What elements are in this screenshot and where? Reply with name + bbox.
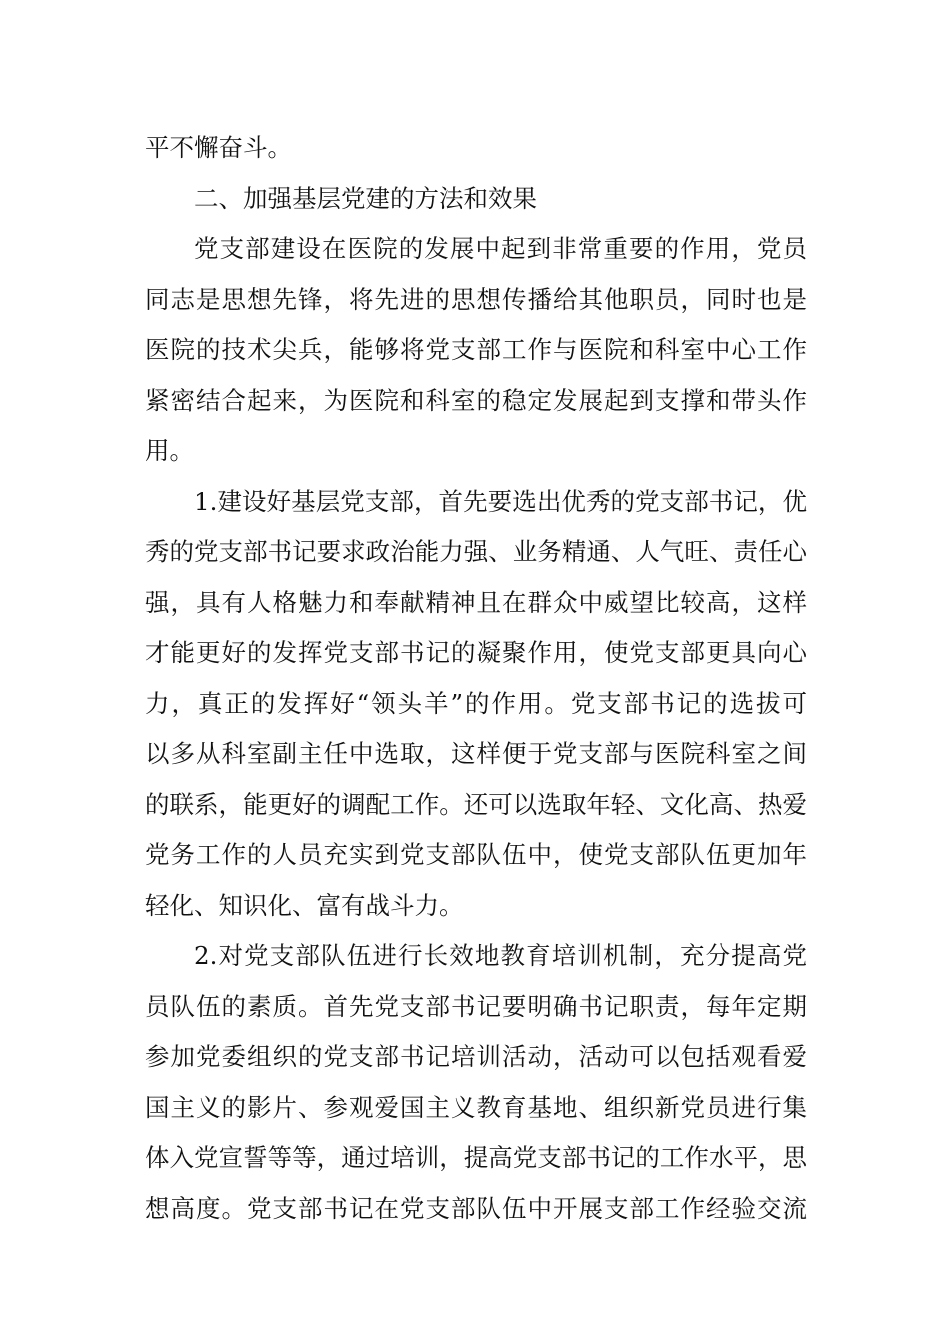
text-line: 想高度。党支部书记在党支部队伍中开展支部工作经验交流 <box>145 1193 807 1223</box>
section-heading <box>145 174 807 225</box>
text-line: 国主义的影片、参观爱国主义教育基地、组织新党员进行集 <box>145 1092 807 1122</box>
paragraph-continuation <box>145 123 807 174</box>
text-line: 二、加强基层党建的方法和效果 <box>194 183 537 213</box>
text-line: 秀的党支部书记要求政治能力强、业务精通、人气旺、责任心 <box>145 537 807 566</box>
paragraph <box>145 224 807 477</box>
text-line: 党务工作的人员充实到党支部队伍中，使党支部队伍更加年 <box>145 840 807 869</box>
text-line: 用。 <box>145 436 194 465</box>
text-line: 紧密结合起来，为医院和科室的稳定发展起到支撑和带头作 <box>145 385 807 415</box>
text-line: 党支部建设在医院的发展中起到非常重要的作用，党员 <box>194 234 807 263</box>
text-line: 轻化、知识化、富有战斗力。 <box>145 890 464 920</box>
text-line: 1.建设好基层党支部，首先要选出优秀的党支部书记，优 <box>194 486 807 516</box>
text-line: 的联系，能更好的调配工作。还可以选取年轻、文化高、热爱 <box>145 789 807 819</box>
text-line: 医院的技术尖兵，能够将党支部工作与医院和科室中心工作 <box>145 335 807 364</box>
text-line: 2.对党支部队伍进行长效地教育培训机制，充分提高党 <box>194 941 807 970</box>
text-line: 员队伍的素质。首先党支部书记要明确书记职责，每年定期 <box>145 991 807 1021</box>
text-line: 参加党委组织的党支部书记培训活动，活动可以包括观看爱 <box>145 1042 807 1071</box>
text-line: 才能更好的发挥党支部书记的凝聚作用，使党支部更具向心 <box>145 638 807 667</box>
paragraph <box>145 931 807 1234</box>
text-line: 以多从科室副主任中选取，这样便于党支部与医院科室之间 <box>145 739 807 768</box>
text-line: 平不懈奋斗。 <box>145 133 292 162</box>
document-body <box>145 123 807 1234</box>
text-line: 强，具有人格魅力和奉献精神且在群众中威望比较高，这样 <box>145 587 807 617</box>
text-line: 同志是思想先锋，将先进的思想传播给其他职员，同时也是 <box>145 284 807 314</box>
text-line: 力，真正的发挥好“领头羊”的作用。党支部书记的选拔可 <box>145 688 807 718</box>
text-line: 体入党宣誓等等，通过培训，提高党支部书记的工作水平，思 <box>145 1143 807 1172</box>
paragraph <box>145 477 807 932</box>
